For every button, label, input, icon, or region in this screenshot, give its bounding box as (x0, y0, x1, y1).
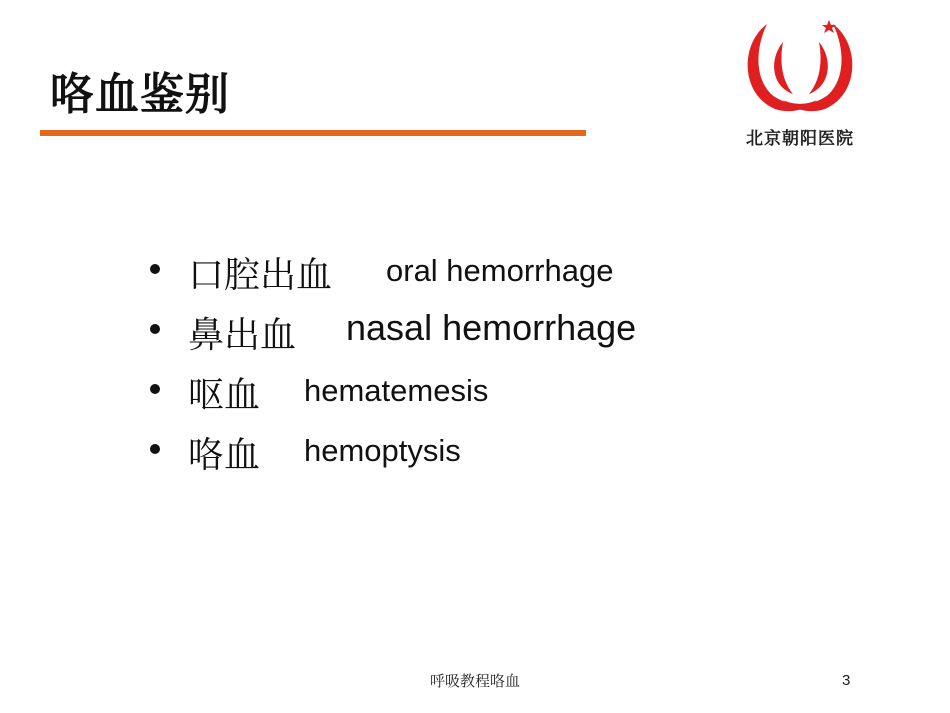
title-underline (40, 130, 586, 136)
slide-footer: 呼吸教程咯血 (429, 672, 520, 690)
hospital-logo-text: 北京朝阳医院 (746, 129, 854, 149)
bullet-dot-icon (150, 264, 160, 274)
bullet-dot-icon (150, 384, 160, 394)
hospital-logo-icon (735, 14, 865, 124)
bullet-dot-icon (150, 444, 160, 454)
bullet-english-term: nasal hemorrhage (346, 307, 637, 348)
bullet-english-term: oral hemorrhage (386, 253, 614, 288)
bullet-english-term: hematemesis (304, 373, 489, 408)
hospital-logo (735, 14, 865, 154)
bullet-chinese-term: 呕血 (188, 375, 261, 416)
bullet-english-term: hemoptysis (304, 433, 461, 468)
bullet-chinese-term: 口腔出血 (188, 255, 333, 296)
bullet-chinese-term: 咯血 (188, 435, 261, 476)
bullet-dot-icon (150, 324, 160, 334)
slide-title: 咯血鉴别 (50, 69, 230, 120)
page-number: 3 (842, 672, 851, 689)
bullet-chinese-term: 鼻出血 (188, 315, 297, 356)
